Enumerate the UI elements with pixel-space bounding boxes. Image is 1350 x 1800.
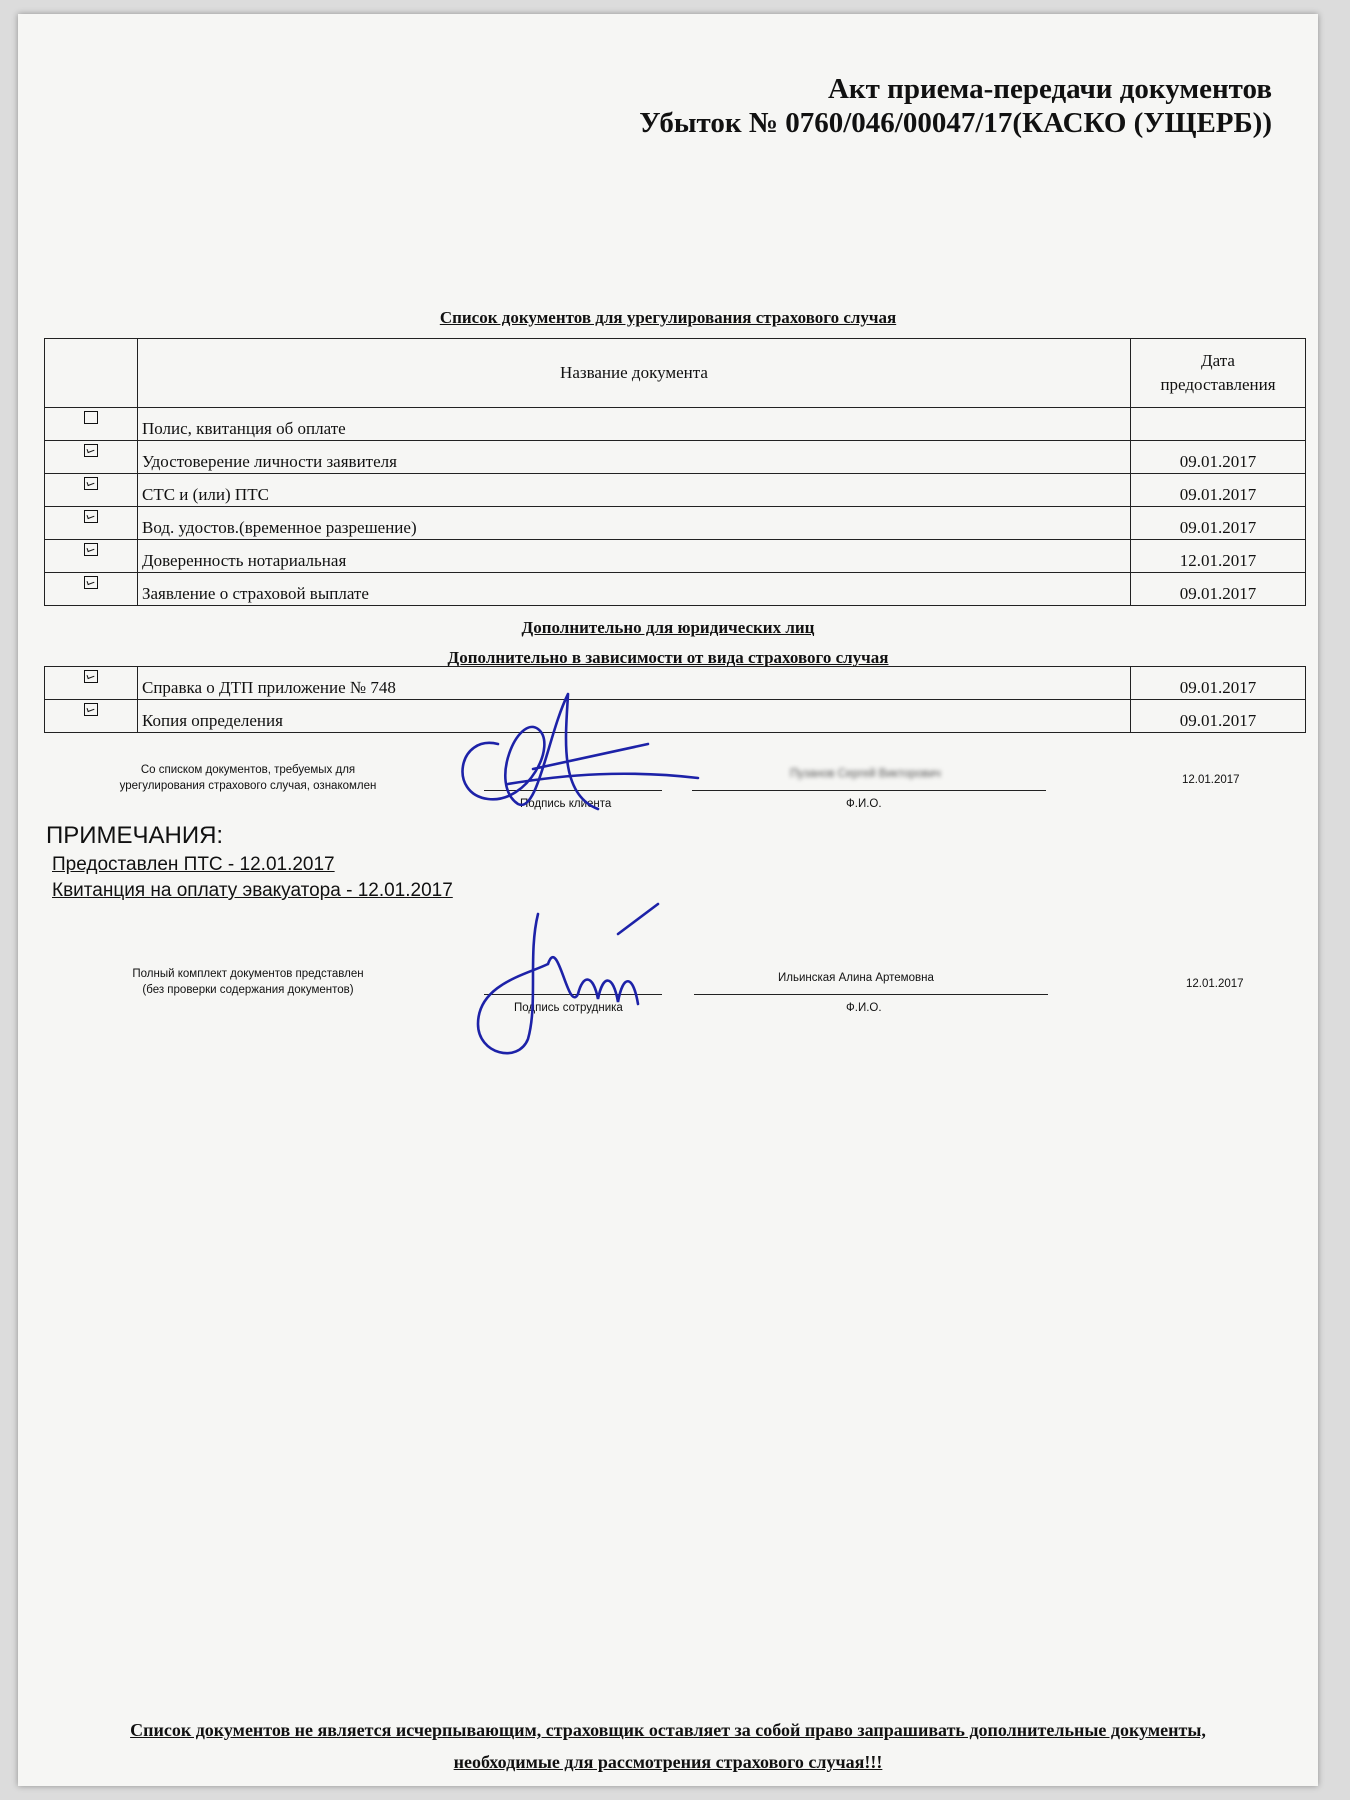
document-name: Копия определения <box>138 700 1131 733</box>
client-signature <box>448 674 718 834</box>
document-name: Полис, квитанция об оплате <box>138 408 1131 441</box>
document-date: 09.01.2017 <box>1131 667 1306 700</box>
client-signature-label: Подпись клиента <box>520 798 612 810</box>
employee-name-line <box>694 994 1048 995</box>
note-item: Квитанция на оплату эвакуатора - 12.01.2017 <box>52 880 453 901</box>
name-column-header: Название документа <box>138 339 1131 408</box>
notes-title: ПРИМЕЧАНИЯ: <box>46 822 224 849</box>
checkbox-checked-icon[interactable] <box>84 510 98 523</box>
employee-name-label: Ф.И.О. <box>846 1002 882 1014</box>
date-header-line2: предоставления <box>1160 375 1276 394</box>
document-date: 09.01.2017 <box>1131 573 1306 606</box>
table-row <box>45 474 1306 507</box>
document-date: 12.01.2017 <box>1131 540 1306 573</box>
checkbox-column-header <box>45 339 138 408</box>
client-ack-line2: урегулирования страхового случая, ознакомлен <box>119 780 377 792</box>
employee-ack-line1: Полный комплект документов представлен <box>132 968 364 980</box>
document-name: СТС и (или) ПТС <box>138 474 1131 507</box>
document-name: Заявление о страховой выплате <box>138 573 1131 606</box>
table-row <box>45 441 1306 474</box>
employee-ack-line2: (без проверки содержания документов) <box>142 984 354 996</box>
document-date: 09.01.2017 <box>1131 507 1306 540</box>
footer-disclaimer <box>18 1714 1318 1778</box>
checkbox-checked-icon[interactable] <box>84 444 98 457</box>
table-row <box>45 573 1306 606</box>
employee-name: Ильинская Алина Артемовна <box>778 972 934 984</box>
client-ack-date: 12.01.2017 <box>1182 774 1240 786</box>
case-type-heading: Дополнительно в зависимости от вида страхового случая <box>447 648 889 667</box>
checkbox-checked-icon[interactable] <box>84 543 98 556</box>
checkbox-checked-icon[interactable] <box>84 477 98 490</box>
table-header-row <box>45 339 1306 408</box>
employee-ack-caption <box>98 966 398 998</box>
table-row <box>45 540 1306 573</box>
employee-signature-label: Подпись сотрудника <box>514 1002 623 1014</box>
date-column-header <box>1131 339 1306 408</box>
table-row <box>45 507 1306 540</box>
checkbox-checked-icon[interactable] <box>84 703 98 716</box>
claim-number: Убыток № 0760/046/00047/17(КАСКО (УЩЕРБ)) <box>639 107 1272 139</box>
document-name: Справка о ДТП приложение № 748 <box>138 667 1131 700</box>
title-block <box>639 72 1272 140</box>
client-name-label: Ф.И.О. <box>846 798 882 810</box>
date-header-line1: Дата <box>1201 351 1235 370</box>
document-date: 09.01.2017 <box>1131 474 1306 507</box>
legal-entities-heading: Дополнительно для юридических лиц <box>521 618 815 637</box>
note-item: Предоставлен ПТС - 12.01.2017 <box>52 854 335 875</box>
document-name: Удостоверение личности заявителя <box>138 441 1131 474</box>
employee-signature <box>468 874 698 1074</box>
document-page <box>18 14 1318 1786</box>
documents-table <box>44 338 1306 606</box>
client-name-line <box>692 790 1046 791</box>
document-name: Доверенность нотариальная <box>138 540 1131 573</box>
document-date: 09.01.2017 <box>1131 700 1306 733</box>
footer-line2: необходимые для рассмотрения страхового случая!!! <box>453 1752 883 1772</box>
document-title: Акт приема-передачи документов <box>827 73 1272 105</box>
table-row <box>45 408 1306 441</box>
document-date <box>1131 408 1306 441</box>
document-date: 09.01.2017 <box>1131 441 1306 474</box>
footer-line1: Список документов не является исчерпывающим, страховщик оставляет за собой право запрашивать дополнительные документы, <box>130 1720 1206 1740</box>
client-ack-caption <box>98 762 398 794</box>
client-ack-line1: Со списком документов, требуемых для <box>140 764 356 776</box>
document-name: Вод. удостов.(временное разрешение) <box>138 507 1131 540</box>
checkbox-checked-icon[interactable] <box>84 576 98 589</box>
documents-list-heading: Список документов для урегулирования страхового случая <box>439 308 897 327</box>
client-name: Пузанов Сергей Викторович <box>790 768 941 780</box>
checkbox-unchecked-icon[interactable] <box>84 411 98 424</box>
employee-ack-date: 12.01.2017 <box>1186 978 1244 990</box>
checkbox-checked-icon[interactable] <box>84 670 98 683</box>
